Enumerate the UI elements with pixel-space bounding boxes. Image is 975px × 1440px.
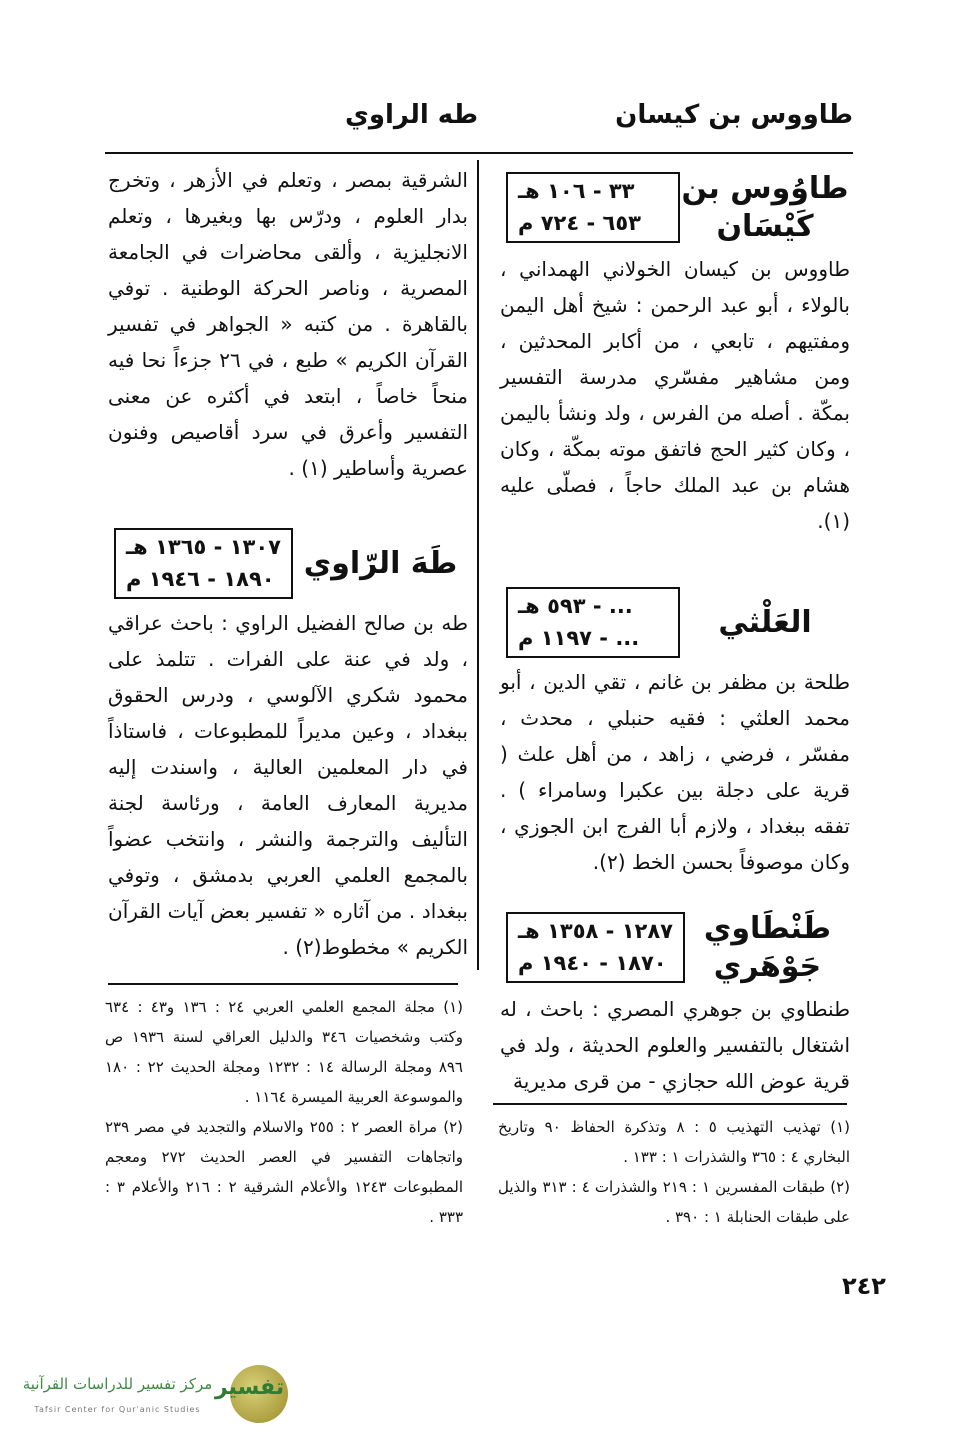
- entry-dates: [506, 587, 680, 658]
- left-column: [108, 162, 468, 965]
- right-column: [500, 162, 850, 1099]
- entry-continuation: الشرقية بمصر ، وتعلم في الأزهر ، وتخرج بدار العلوم ، ودرّس بها وبغيرها ، وتعلم الانجليزية ، وألقى محاضرات في الجامعة المصرية ، وناصر الحركة الوطنية . توفي بالقاهرة . من كتبه « الجواهر في تفسير القرآن الكريم » طبع ، في ٢٦ جزءاً نحا فيه منحاً خاصاً ، ابتعد في أكثره عن معنى التفسير وأعرق في سرد أقاصيص وفنون عصرية وأساطير (١) .: [108, 168, 468, 480]
- dates-hijri: ٣٣ - ١٠٦ هـ: [518, 179, 635, 203]
- entry-dates: [506, 912, 685, 983]
- dates-hijri: ١٣٠٧ - ١٣٦٥ هـ: [126, 535, 281, 559]
- footnote: (١) مجلة المجمع العلمي العربي ٢٤ : ١٣٦ و٤٣ : ٦٣٤ وكتب وشخصيات ٣٤٦ والدليل العراقي لسنة ١٩٣٦ ص ٨٩٦ ومجلة الرسالة ١٤ : ١٢٣٢ ومجلة الحديث ٢٢ : ١٨٠ والموسوعة العربية الميسرة ١١٦٤ .: [105, 998, 464, 1106]
- dates-hijri: ... - ٥٩٣ هـ: [518, 594, 633, 618]
- entry-body: طلحة بن مظفر بن غانم ، تقي الدين ، أبو محمد العلثي : فقيه حنبلي ، محدث ، مفسّر ، فرضي ، زاهد ، من أهل علث ( قرية على دجلة بين عكبرا وسامراء ) . تفقه ببغداد ، ولازم أبا الفرج ابن الجوزي ، وكان موصوفاً بحسن الخط (٢).: [500, 670, 850, 874]
- entry-tantawi: [500, 910, 850, 1099]
- footnote: (٢) طبقات المفسرين ١ : ٢١٩ والشذرات ٤ : ٣١٣ والذيل على طبقات الحنابلة ١ : ٣٩٠ .: [498, 1178, 850, 1226]
- footnote: (١) تهذيب التهذيب ٥ : ٨ وتذكرة الحفاظ ٩٠ وتاريخ البخاري ٤ : ٣٦٥ والشذرات ١ : ١٣٣ .: [498, 1118, 851, 1166]
- entry-body: طه بن صالح الفضيل الراوي : باحث عراقي ، ولد في عنة على الفرات . تتلمذ على محمود شكري الآلوسي ، ودرس الحقوق ببغداد ، وعين مديراً للمطبوعات ، فاستاذاً في دار المعلمين العالية ، واسندت إليه مديرية المعارف العامة ، ورئاسة لجنة التأليف والترجمة والنشر ، وانتخب عضواً بالمجمع العلمي العربي بدمشق ، وتوفي ببغداد . من آثاره « تفسير بعض آيات القرآن الكريم » مخطوط(٢) .: [108, 611, 468, 959]
- entry-name: طاوُوس بن كَيْسَان: [681, 171, 849, 244]
- header-rule: [105, 152, 853, 154]
- entry-althi: [500, 587, 850, 880]
- dates-gregorian: ١٨٧٠ - ١٩٤٠ م: [518, 950, 667, 975]
- footnotes-left: [105, 992, 463, 1232]
- logo-english: Tafsir Center for Qur'anic Studies: [34, 1405, 201, 1414]
- tafsir-center-logo: [15, 1365, 295, 1425]
- entry-taha-rawi: [108, 528, 468, 965]
- entry-body: طنطاوي بن جوهري المصري : باحث ، له اشتغال بالتفسير والعلوم الحديثة ، ولد في قرية عوض الله حجازي - من قرى مديرية: [500, 997, 850, 1093]
- logo-word: تفسير: [215, 1375, 285, 1400]
- dates-hijri: ١٢٨٧ - ١٣٥٨ هـ: [518, 919, 673, 943]
- dates-gregorian: ١٨٩٠ - ١٩٤٦ م: [126, 566, 275, 591]
- column-divider: [477, 160, 479, 970]
- footnote-rule-right: [493, 1103, 847, 1105]
- dates-gregorian: ... - ١١٩٧ م: [518, 625, 640, 650]
- entry-body: طاووس بن كيسان الخولاني الهمداني ، بالولاء ، أبو عبد الرحمن : شيخ أهل اليمن ومفتيهم ، تابعي ، من أكابر المحدثين ، ومن مشاهير مفسّري مدرسة التفسير بمكّة . أصله من الفرس ، ولد ونشأ باليمن ، وكان كثير الحج فاتفق موته بمكّة ، وكان هشام بن عبد الملك حاجاً ، فصلّى عليه (١).: [500, 257, 850, 533]
- logo-name: مركز تفسير للدراسات القرآنية: [22, 1375, 213, 1393]
- footnotes-right: [498, 1112, 850, 1232]
- entry-name: طَهَ الرّاوي: [303, 545, 458, 581]
- entry-dates: [506, 172, 680, 243]
- footnote-rule-left: [108, 983, 458, 985]
- entry-name: العَلْثي: [718, 604, 812, 640]
- dates-gregorian: ٦٥٣ - ٧٢٤ م: [518, 210, 641, 235]
- running-header-left: طه الراوي: [345, 100, 479, 130]
- page-number: ٢٤٢: [842, 1272, 886, 1300]
- footnote: (٢) مراة العصر ٢ : ٢٥٥ والاسلام والتجديد في مصر ٢٣٩ واتجاهات التفسير في العصر الحديث ٢٧٢ ومعجم المطبوعات ١٢٤٣ والأعلام الشرقية ٢ : ٢١٦ والأعلام ٣ : ٣٣٣ .: [105, 1118, 464, 1226]
- entry-name: طَنْطَاوي جَوْهَري: [703, 911, 832, 984]
- entry-dates: [114, 528, 293, 599]
- entry-tawus: [500, 170, 850, 539]
- running-header-right: طاووس بن كيسان: [615, 100, 853, 130]
